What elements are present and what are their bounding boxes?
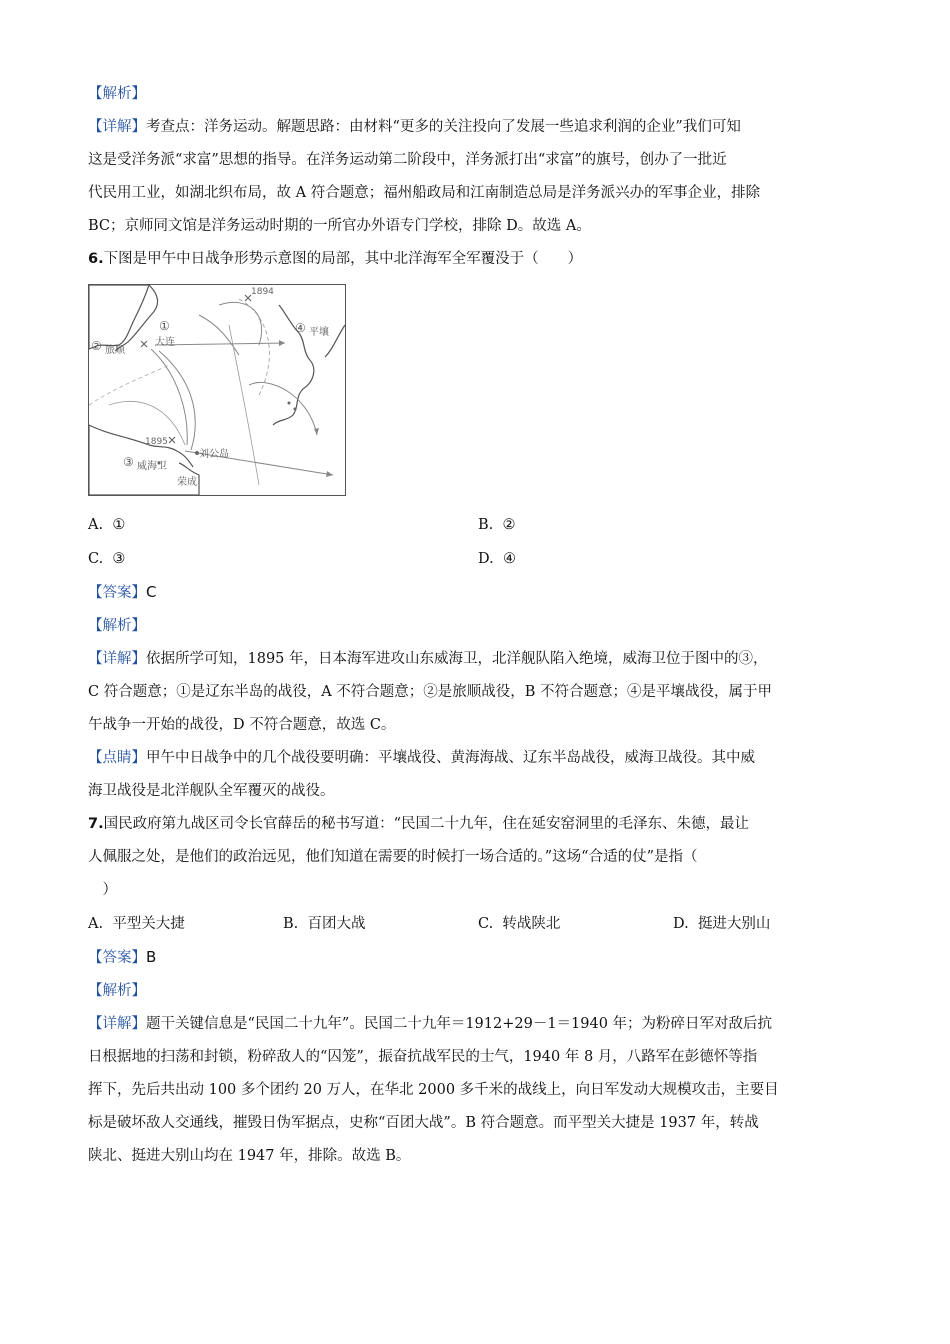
map-label-liugongdao: 刘公岛 (199, 449, 229, 460)
option-letter: B. (478, 517, 494, 533)
detail-paragraph-line: C 符合题意；①是辽东半岛的战役，A 不符合题意；②是旅顺战役，B 不符合题意；④是平壤战役，属于甲 (88, 684, 773, 700)
question-number: 7. (88, 816, 104, 832)
map-label-rongcheng: 荣成 (177, 477, 197, 488)
question-stem (88, 808, 868, 841)
detail-text: 题干关键信息是“民国二十九年”。民国二十九年＝1912+29－1＝1940 年；为粉碎日军对敌后抗 (146, 1016, 773, 1032)
option-text: ③ (112, 551, 126, 567)
question-text: 下图是甲午中日战争形势示意图的局部，其中北洋海军全军覆没于（ ） (103, 251, 583, 267)
answer-line (88, 941, 868, 975)
map-label-circle1: ① (159, 319, 170, 333)
analysis-heading (88, 975, 868, 1008)
option-letter: B. (283, 916, 299, 932)
map-label-circle4: ④ (295, 321, 306, 335)
detail-paragraph-line (88, 1008, 868, 1041)
war-situation-map (88, 284, 346, 496)
options-row (88, 508, 868, 542)
detail-paragraph-line: 代民用工业，如湖北织布局，故 A 符合题意；福州船政局和江南制造总局是洋务派兴办的军事企业，排除 (88, 185, 761, 201)
question-stem-line: ） (88, 882, 117, 898)
analysis-tag: 【解析】 (88, 983, 146, 999)
tip-paragraph-line (88, 742, 868, 775)
map-label-circle3: ③ (123, 455, 134, 469)
option-text: 百团大战 (307, 916, 366, 932)
option-a[interactable] (88, 508, 478, 542)
option-letter: D. (478, 551, 494, 567)
document-page (88, 78, 868, 1173)
question-stem (88, 243, 868, 276)
detail-paragraph-line: 午战争一开始的战役，D 不符合题意，故选 C。 (88, 717, 396, 733)
detail-paragraph-line (88, 111, 868, 144)
detail-tag: 【详解】 (88, 119, 146, 135)
option-c[interactable] (478, 907, 673, 941)
detail-text: 考查点：洋务运动。解题思路：由材料“更多的关注投向了发展一些追求利润的企业”我们可知 (146, 119, 741, 135)
detail-paragraph-line: 这是受洋务派“求富”思想的指导。在洋务运动第二阶段中，洋务派打出“求富”的旗号，创办了一批近 (88, 152, 727, 168)
option-text: 转战陕北 (502, 916, 561, 932)
option-text: ① (112, 517, 126, 533)
map-label-lushun: 旅顺 (105, 345, 125, 356)
question-stem-line: 人佩服之处，是他们的政治远见，他们知道在需要的时候打一场合适的。”这场“合适的仗”是指（ (88, 849, 698, 865)
question-number: 6. (88, 251, 104, 267)
options-row (88, 907, 868, 941)
map-label-pingrang: 平壤 (309, 327, 329, 338)
option-d[interactable] (478, 542, 868, 576)
detail-paragraph-line: 标是破坏敌人交通线，摧毁日伪军据点，史称“百团大战”。B 符合题意。而平型关大捷是 1937 年，转战 (88, 1115, 759, 1131)
option-text: ② (502, 517, 516, 533)
option-d[interactable] (673, 907, 868, 941)
option-text: 挺进大别山 (697, 916, 771, 932)
option-c[interactable] (88, 542, 478, 576)
answer-tag: 【答案】 (88, 950, 146, 966)
map-label-circle2: ② (91, 339, 102, 353)
map-label-1895: 1895 (145, 437, 168, 447)
answer-tag: 【答案】 (88, 585, 146, 601)
option-letter: A. (88, 517, 104, 533)
question-text: 国民政府第九战区司令长官薛岳的秘书写道：“民国二十九年，住在延安窑洞里的毛泽东、朱德，最让 (103, 816, 750, 832)
answer-line (88, 576, 868, 610)
analysis-tag: 【解析】 (88, 618, 146, 634)
option-b[interactable] (283, 907, 478, 941)
tip-paragraph-line: 海卫战役是北洋舰队全军覆灭的战役。 (88, 783, 335, 799)
analysis-heading (88, 610, 868, 643)
tip-tag: 【点睛】 (88, 750, 146, 766)
option-letter: A. (88, 916, 104, 932)
detail-tag: 【详解】 (88, 651, 146, 667)
map-label-weihaiwei: 威海卫 (137, 461, 167, 472)
option-letter: C. (478, 916, 494, 932)
detail-paragraph-line: BC；京师同文馆是洋务运动时期的一所官办外语专门学校，排除 D。故选 A。 (88, 218, 591, 234)
detail-tag: 【详解】 (88, 1016, 146, 1032)
detail-paragraph-line: 陕北、挺进大别山均在 1947 年，排除。故选 B。 (88, 1148, 411, 1164)
option-letter: C. (88, 551, 104, 567)
tip-text: 甲午中日战争中的几个战役要明确：平壤战役、黄海海战、辽东半岛战役，威海卫战役。其中威 (146, 750, 755, 766)
options-row (88, 542, 868, 576)
detail-paragraph-line: 日根据地的扫荡和封锁，粉碎敌人的“囚笼”，振奋抗战军民的士气，1940 年 8 月，八路军在彭德怀等指 (88, 1049, 758, 1065)
answer-value: B (146, 948, 157, 966)
map-label-1894: 1894 (251, 287, 274, 297)
detail-paragraph-line: 挥下，先后共出动 100 多个团约 20 万人，在华北 2000 多千米的战线上，向日军发动大规模攻击，主要目 (88, 1082, 779, 1098)
option-a[interactable] (88, 907, 283, 941)
analysis-heading (88, 78, 868, 111)
option-text: ④ (502, 551, 516, 567)
option-letter: D. (673, 916, 689, 932)
map-label-dalian: 大连 (155, 337, 175, 348)
detail-paragraph-line (88, 643, 868, 676)
option-b[interactable] (478, 508, 868, 542)
answer-value: C (146, 583, 157, 601)
analysis-tag: 【解析】 (88, 86, 146, 102)
detail-text: 依据所学可知，1895 年，日本海军进攻山东威海卫，北洋舰队陷入绝境，威海卫位于图中的③， (146, 651, 768, 667)
option-text: 平型关大捷 (112, 916, 185, 932)
